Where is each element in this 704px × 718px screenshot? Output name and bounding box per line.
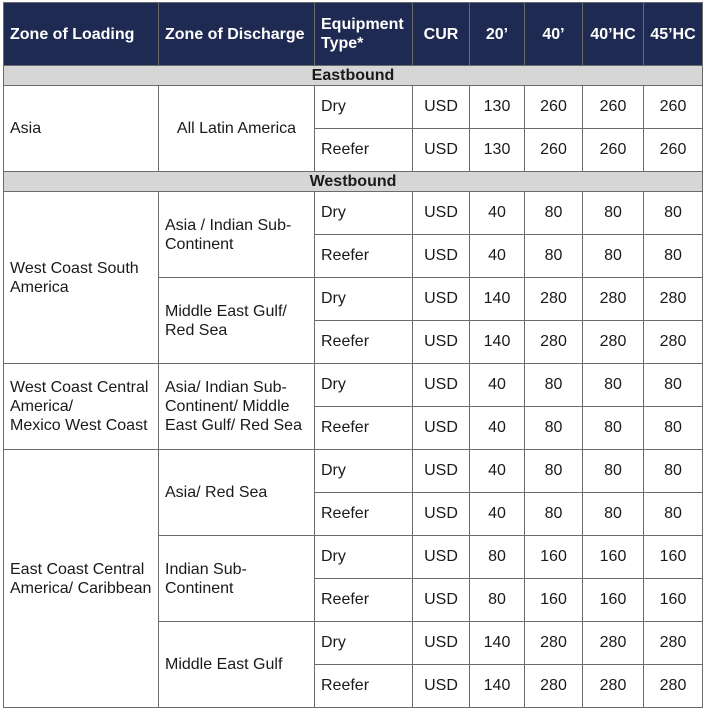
- rate-20ft-cell: 140: [470, 321, 525, 364]
- loading-zone-west-coast-central-america: [4, 364, 159, 450]
- header-45hc: 45’HC: [644, 3, 703, 66]
- rate-45hc-cell: 280: [644, 278, 703, 321]
- currency-cell: USD: [413, 622, 470, 665]
- equipment-type-cell: Dry: [315, 278, 413, 321]
- loading-zone-line: West Coast Central: [10, 379, 149, 396]
- rate-40hc-cell: 80: [583, 235, 644, 278]
- loading-zone-line: Mexico West Coast: [10, 417, 148, 434]
- rate-40hc-cell: 280: [583, 321, 644, 364]
- section-label-westbound: Westbound: [4, 172, 703, 192]
- header-equipment-type: [315, 3, 413, 66]
- rate-40hc-cell: 160: [583, 579, 644, 622]
- rate-40ft-cell: 280: [525, 278, 583, 321]
- rate-20ft-cell: 40: [470, 407, 525, 450]
- discharge-zone-line: East Gulf/ Red Sea: [165, 417, 302, 434]
- table-row: [4, 86, 703, 129]
- rate-40ft-cell: 280: [525, 665, 583, 708]
- equipment-type-cell: Reefer: [315, 235, 413, 278]
- rate-40ft-cell: 260: [525, 129, 583, 172]
- currency-cell: USD: [413, 665, 470, 708]
- header-equipment-line1: Equipment: [321, 16, 404, 33]
- rate-20ft-cell: 140: [470, 278, 525, 321]
- discharge-zone-middle-east-gulf-red-sea: [159, 278, 315, 364]
- discharge-zone-line: Continent: [165, 579, 234, 597]
- currency-cell: USD: [413, 364, 470, 407]
- currency-cell: USD: [413, 86, 470, 129]
- rate-45hc-cell: 280: [644, 622, 703, 665]
- header-40hc: 40’HC: [583, 3, 644, 66]
- rate-40hc-cell: 80: [583, 407, 644, 450]
- rate-45hc-cell: 80: [644, 407, 703, 450]
- rate-45hc-cell: 160: [644, 536, 703, 579]
- rate-20ft-cell: 40: [470, 364, 525, 407]
- discharge-zone-middle-east-gulf: Middle East Gulf: [159, 622, 315, 708]
- discharge-zone-line: Red Sea: [165, 321, 228, 339]
- loading-zone-line: America: [10, 278, 69, 296]
- currency-cell: USD: [413, 536, 470, 579]
- equipment-type-cell: Reefer: [315, 579, 413, 622]
- rate-20ft-cell: 80: [470, 579, 525, 622]
- section-label-eastbound: Eastbound: [4, 66, 703, 86]
- rate-40ft-cell: 160: [525, 536, 583, 579]
- equipment-type-cell: Dry: [315, 622, 413, 665]
- rate-40hc-cell: 80: [583, 450, 644, 493]
- discharge-zone-line: Continent/ Middle: [165, 398, 290, 415]
- rate-40ft-cell: 80: [525, 235, 583, 278]
- currency-cell: USD: [413, 493, 470, 536]
- header-40ft: 40’: [525, 3, 583, 66]
- currency-cell: USD: [413, 192, 470, 235]
- table-row: [4, 450, 703, 493]
- rate-40hc-cell: 280: [583, 665, 644, 708]
- rate-20ft-cell: 80: [470, 536, 525, 579]
- rate-45hc-cell: 160: [644, 579, 703, 622]
- equipment-type-cell: Reefer: [315, 321, 413, 364]
- rate-40ft-cell: 80: [525, 450, 583, 493]
- currency-cell: USD: [413, 579, 470, 622]
- rate-40hc-cell: 80: [583, 493, 644, 536]
- loading-zone-line: America/: [10, 398, 74, 415]
- rate-45hc-cell: 80: [644, 493, 703, 536]
- rate-40ft-cell: 80: [525, 364, 583, 407]
- table-row: [4, 364, 703, 407]
- currency-cell: USD: [413, 278, 470, 321]
- header-row: [4, 3, 703, 66]
- rate-40hc-cell: 80: [583, 364, 644, 407]
- loading-zone-line: America/ Caribbean: [10, 579, 152, 597]
- equipment-type-cell: Reefer: [315, 129, 413, 172]
- loading-zone-east-coast-central-america-caribbean: [4, 450, 159, 708]
- header-cur: CUR: [413, 3, 470, 66]
- loading-zone-west-coast-south-america: [4, 192, 159, 364]
- equipment-type-cell: Reefer: [315, 493, 413, 536]
- rate-20ft-cell: 40: [470, 450, 525, 493]
- discharge-zone-asia-indian-subcontinent-meg-red-sea: [159, 364, 315, 450]
- rate-45hc-cell: 260: [644, 86, 703, 129]
- equipment-type-cell: Reefer: [315, 665, 413, 708]
- rate-40ft-cell: 80: [525, 192, 583, 235]
- rate-20ft-cell: 140: [470, 622, 525, 665]
- currency-cell: USD: [413, 235, 470, 278]
- equipment-type-cell: Dry: [315, 450, 413, 493]
- equipment-type-cell: Dry: [315, 536, 413, 579]
- header-zone-of-loading: Zone of Loading: [4, 3, 159, 66]
- rate-20ft-cell: 40: [470, 192, 525, 235]
- equipment-type-cell: Dry: [315, 192, 413, 235]
- rate-45hc-cell: 80: [644, 235, 703, 278]
- discharge-zone-indian-subcontinent: [159, 536, 315, 622]
- discharge-zone-all-latin-america: All Latin America: [159, 86, 315, 172]
- header-zone-of-discharge: Zone of Discharge: [159, 3, 315, 66]
- rate-45hc-cell: 260: [644, 129, 703, 172]
- discharge-zone-asia-red-sea: Asia/ Red Sea: [159, 450, 315, 536]
- header-20ft: 20’: [470, 3, 525, 66]
- loading-zone-line: East Coast Central: [10, 560, 145, 578]
- rate-40ft-cell: 280: [525, 321, 583, 364]
- rate-45hc-cell: 280: [644, 321, 703, 364]
- rate-40ft-cell: 280: [525, 622, 583, 665]
- discharge-zone-asia-indian-subcontinent: [159, 192, 315, 278]
- rate-20ft-cell: 40: [470, 493, 525, 536]
- currency-cell: USD: [413, 407, 470, 450]
- rate-20ft-cell: 40: [470, 235, 525, 278]
- rate-40hc-cell: 260: [583, 86, 644, 129]
- rate-40hc-cell: 280: [583, 278, 644, 321]
- section-row-eastbound: [4, 66, 703, 86]
- rate-20ft-cell: 130: [470, 86, 525, 129]
- discharge-zone-line: Middle East Gulf/: [165, 302, 287, 320]
- loading-zone-asia: Asia: [4, 86, 159, 172]
- rate-40hc-cell: 160: [583, 536, 644, 579]
- rate-45hc-cell: 80: [644, 192, 703, 235]
- rate-20ft-cell: 140: [470, 665, 525, 708]
- rate-40ft-cell: 80: [525, 407, 583, 450]
- discharge-zone-line: Asia / Indian Sub-: [165, 216, 292, 234]
- equipment-type-cell: Reefer: [315, 407, 413, 450]
- equipment-type-cell: Dry: [315, 364, 413, 407]
- rate-45hc-cell: 80: [644, 450, 703, 493]
- rate-40ft-cell: 260: [525, 86, 583, 129]
- rate-40ft-cell: 160: [525, 579, 583, 622]
- currency-cell: USD: [413, 450, 470, 493]
- discharge-zone-line: Indian Sub-: [165, 560, 247, 578]
- rate-40hc-cell: 260: [583, 129, 644, 172]
- currency-cell: USD: [413, 129, 470, 172]
- rate-45hc-cell: 80: [644, 364, 703, 407]
- rate-40ft-cell: 80: [525, 493, 583, 536]
- currency-cell: USD: [413, 321, 470, 364]
- discharge-zone-line: Continent: [165, 235, 234, 253]
- header-equipment-line2: Type*: [321, 35, 364, 52]
- rate-40hc-cell: 280: [583, 622, 644, 665]
- equipment-type-cell: Dry: [315, 86, 413, 129]
- discharge-zone-line: Asia/ Indian Sub-: [165, 379, 287, 396]
- rate-table: [3, 2, 703, 708]
- loading-zone-line: West Coast South: [10, 259, 139, 277]
- rate-45hc-cell: 280: [644, 665, 703, 708]
- rate-40hc-cell: 80: [583, 192, 644, 235]
- section-row-westbound: [4, 172, 703, 192]
- rate-20ft-cell: 130: [470, 129, 525, 172]
- table-row: [4, 192, 703, 235]
